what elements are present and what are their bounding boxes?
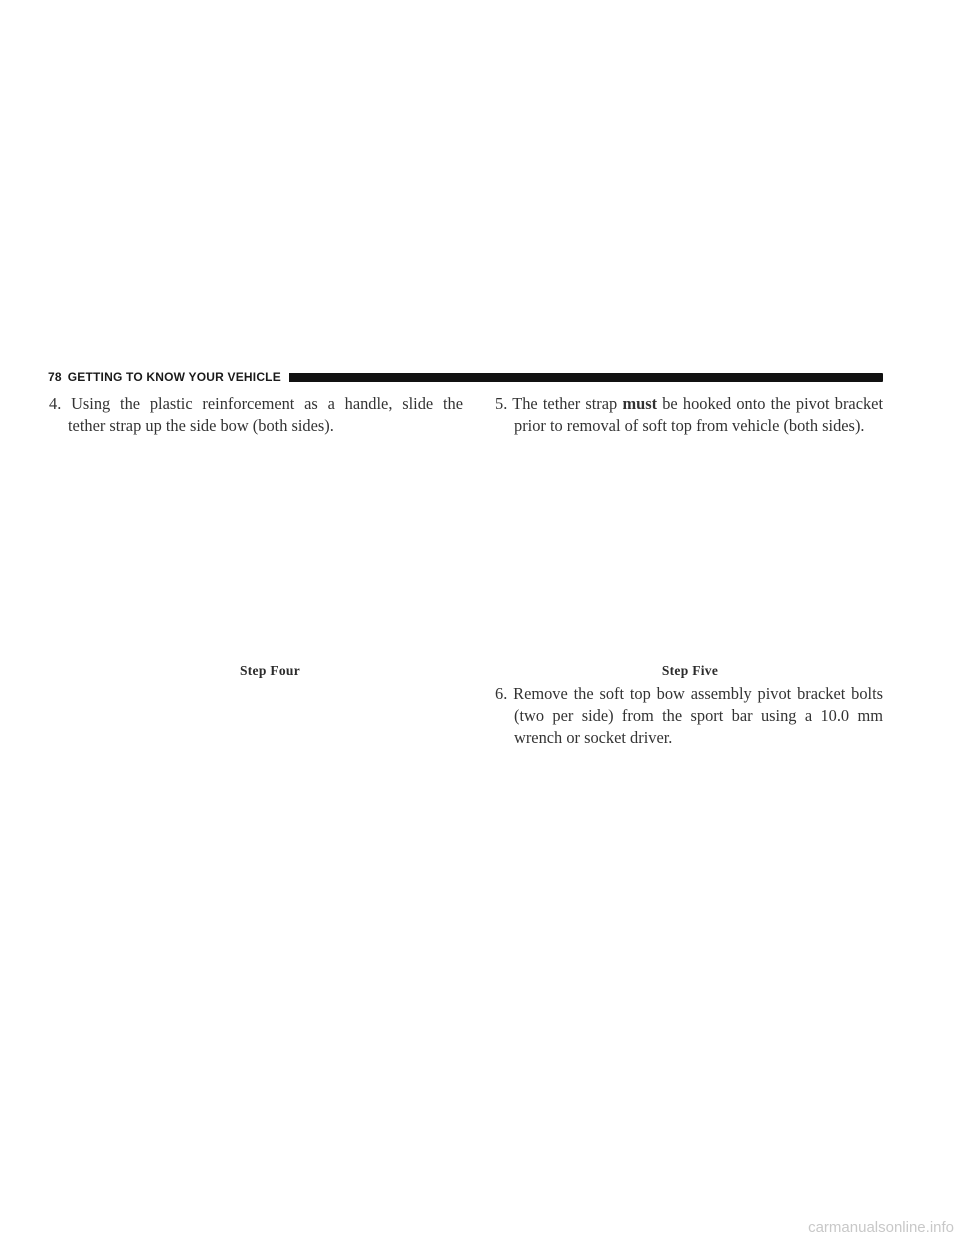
page-number: 78 <box>48 370 62 384</box>
watermark: carmanualsonline.info <box>808 1219 954 1236</box>
step-five-emphasis-must: must <box>622 394 658 413</box>
section-title: GETTING TO KNOW YOUR VEHICLE <box>67 370 281 384</box>
figure-caption-step-five: Step Five <box>661 663 719 678</box>
step-four-line-1 <box>49 393 463 415</box>
step-four-text <box>49 393 463 437</box>
figure-caption-step-four: Step Four <box>239 663 301 678</box>
step-five-line-1-before: The tether strap <box>512 394 623 413</box>
step-six-text <box>495 683 883 749</box>
header-rule <box>289 373 883 382</box>
step-six-line-2: (two per side) from the sport bar using a 10.0 mm <box>514 706 883 725</box>
page-header <box>48 369 883 385</box>
step-four-number: 4. <box>49 394 62 413</box>
step-five-line-1-after: be hooked onto the pivot bracket <box>657 394 883 413</box>
step-six-line-3: wrench or socket driver. <box>514 728 673 747</box>
step-six-number: 6. <box>495 684 508 703</box>
step-five-number: 5. <box>495 394 508 413</box>
step-four-line-2: tether strap up the side bow (both sides). <box>68 416 334 435</box>
step-five-line-1 <box>495 393 883 415</box>
step-five-text <box>495 393 883 437</box>
step-four-line-1-text: Using the plastic reinforcement as a handle, slide the <box>71 394 463 413</box>
step-five-line-2: prior to removal of soft top from vehicle (both sides). <box>514 416 865 435</box>
step-six-line-1-text: Remove the soft top bow assembly pivot bracket bolts <box>513 684 883 703</box>
step-six-line-1 <box>495 683 883 705</box>
